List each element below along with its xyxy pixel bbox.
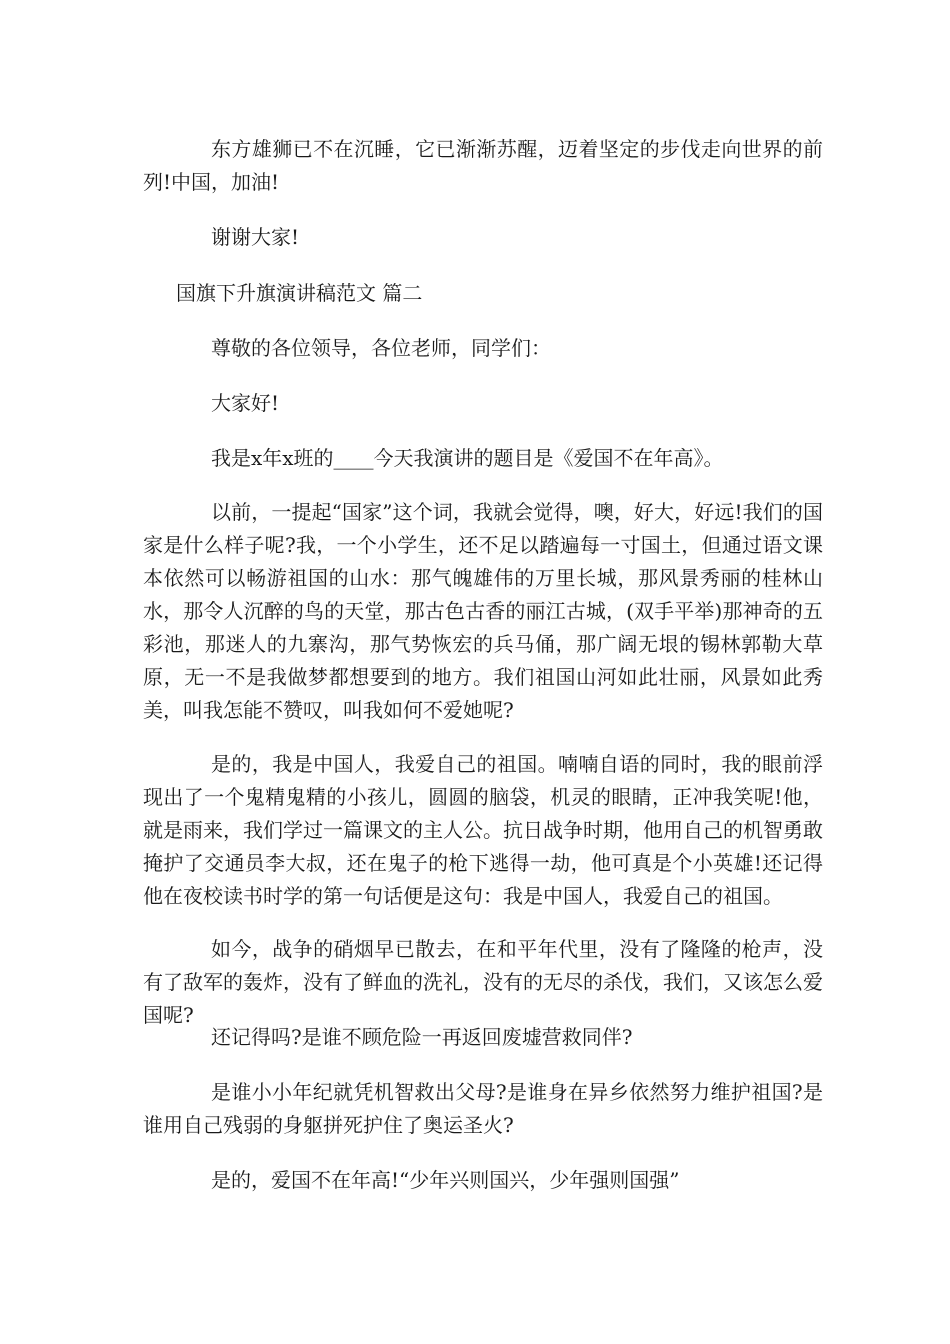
- paragraph-salutation: 尊敬的各位领导，各位老师，同学们：: [211, 336, 551, 360]
- paragraph-country-scenery: 以前，一提起“国家”这个词，我就会觉得，噢，好大，好远!我们的国家是什么样子呢?我，一个小学生，还不足以踏遍每一寸国土，但通过语文课本依然可以畅游祖国的山水：那气魄雄伟的万里长城，那风景秀丽的桂林山水，那令人沉醉的鸟的天堂，那古色古香的丽江古城，(双手平举)那神奇的五彩池，那迷人的九寨沟，那气势恢宏的兵马俑，那广阔无垠的锡林郭勒大草原，无一不是我做梦都想要到的地方。我们祖国山河如此壮丽，风景如此秀美，叫我怎能不赞叹，叫我如何不爱她呢?: [143, 500, 823, 722]
- paragraph-remember: 还记得吗?是谁不顾危险一再返回废墟营救同伴?: [211, 1025, 633, 1049]
- paragraph-closing-cheer: 东方雄狮已不在沉睡，它已渐渐苏醒，迈着坚定的步伐走向世界的前列!中国，加油!: [143, 137, 823, 194]
- paragraph-who-questions: 是谁小小年纪就凭机智救出父母?是谁身在异乡依然努力维护祖国?是谁用自己残弱的身躯拼死护住了奥运圣火?: [143, 1080, 823, 1137]
- paragraph-peacetime: 如今，战争的硝烟早已散去，在和平年代里，没有了隆隆的枪声，没有了敌军的轰炸，没有了鲜血的洗礼，没有的无尽的杀伐，我们，又该怎么爱国呢?: [143, 937, 823, 1027]
- paragraph-thanks: 谢谢大家!: [211, 225, 300, 249]
- paragraph-conclusion: 是的，爱国不在年高!“少年兴则国兴，少年强则国强”: [211, 1168, 680, 1192]
- paragraph-yulai-story: 是的，我是中国人，我爱自己的祖国。喃喃自语的同时，我的眼前浮现出了一个鬼精鬼精的小孩儿，圆圆的脑袋，机灵的眼睛，正冲我笑呢!他，就是雨来，我们学过一篇课文的主人公。抗日战争时期，他用自己的机智勇敢掩护了交通员李大叔，还在鬼子的枪下逃得一劫，他可真是个小英雄!还记得他在夜校读书时学的第一句话便是这句：我是中国人，我爱自己的祖国。: [143, 752, 823, 908]
- section-heading: 国旗下升旗演讲稿范文 篇二: [176, 281, 423, 305]
- paragraph-greeting: 大家好!: [211, 391, 280, 415]
- paragraph-intro: 我是x年x班的____今天我演讲的题目是《爱国不在年高》。: [211, 446, 724, 470]
